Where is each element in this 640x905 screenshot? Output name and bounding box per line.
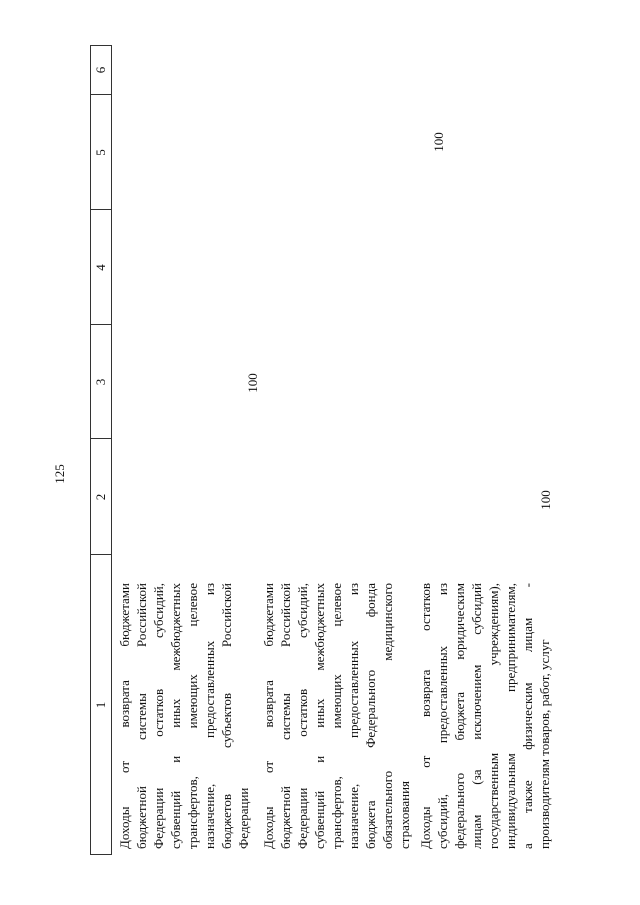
row-3-line: субсидий, предоставленных из — [435, 583, 450, 849]
header-col-2: 2 — [93, 493, 108, 501]
row-1-line: Федерации остатков субсидий, — [151, 583, 166, 849]
row-2-col-6-value: 100 — [431, 132, 446, 152]
row-1-line: бюджетной системы Российской — [134, 583, 149, 849]
row-1-line: субвенций и иных межбюджетных — [168, 583, 183, 849]
row-3-line: лицам (за исключением субсидий — [469, 583, 484, 849]
row-3-line: а также физическим лицам - — [520, 583, 535, 849]
row-1-col-3-value: 100 — [245, 373, 260, 393]
row-2-line: трансфертов, имеющих целевое — [329, 583, 344, 849]
row-2-line: бюджета Федерального фонда — [363, 583, 378, 849]
row-1-line: бюджетов субъектов Российской — [219, 583, 234, 849]
header-col-4: 4 — [93, 264, 108, 271]
row-1-line: трансфертов, имеющих целевое — [185, 583, 200, 849]
table-top-rule — [90, 45, 91, 855]
row-2-line: обязательного медицинского — [380, 583, 395, 849]
header-bottom-rule — [111, 45, 112, 855]
row-1-line: назначение, предоставленных из — [202, 583, 217, 849]
header-col-5: 5 — [93, 149, 108, 156]
header-col-3: 3 — [93, 378, 108, 386]
row-3-line: государственным учреждениям), — [486, 583, 501, 849]
row-3-line: производителям товаров, работ, услуг — [537, 639, 552, 849]
table-row-2-text — [260, 583, 413, 849]
row-3-col-2-value: 100 — [538, 490, 553, 510]
page-number: 125 — [52, 464, 67, 484]
row-2-line: Доходы от возврата бюджетами — [261, 583, 276, 849]
header-col-1: 1 — [93, 701, 108, 709]
row-3-line: федерального бюджета юридическим — [452, 583, 467, 849]
revenue-table — [90, 45, 625, 855]
table-row-1-text — [116, 583, 252, 849]
row-2-line: субвенций и иных межбюджетных — [312, 583, 327, 849]
table-row-3-text — [417, 583, 553, 849]
header-col-6: 6 — [93, 66, 108, 74]
row-3-line: индивидуальным предпринимателям, — [503, 583, 518, 849]
row-2-line: страхования — [397, 780, 412, 849]
row-2-line: Федерации остатков субсидий, — [295, 583, 310, 849]
row-1-line: Федерации — [236, 787, 251, 849]
row-2-line: бюджетной системы Российской — [278, 583, 293, 849]
row-2-line: назначение, предоставленных из — [346, 583, 361, 849]
row-1-line: Доходы от возврата бюджетами — [117, 583, 132, 849]
row-3-line: Доходы от возврата остатков — [418, 583, 433, 849]
